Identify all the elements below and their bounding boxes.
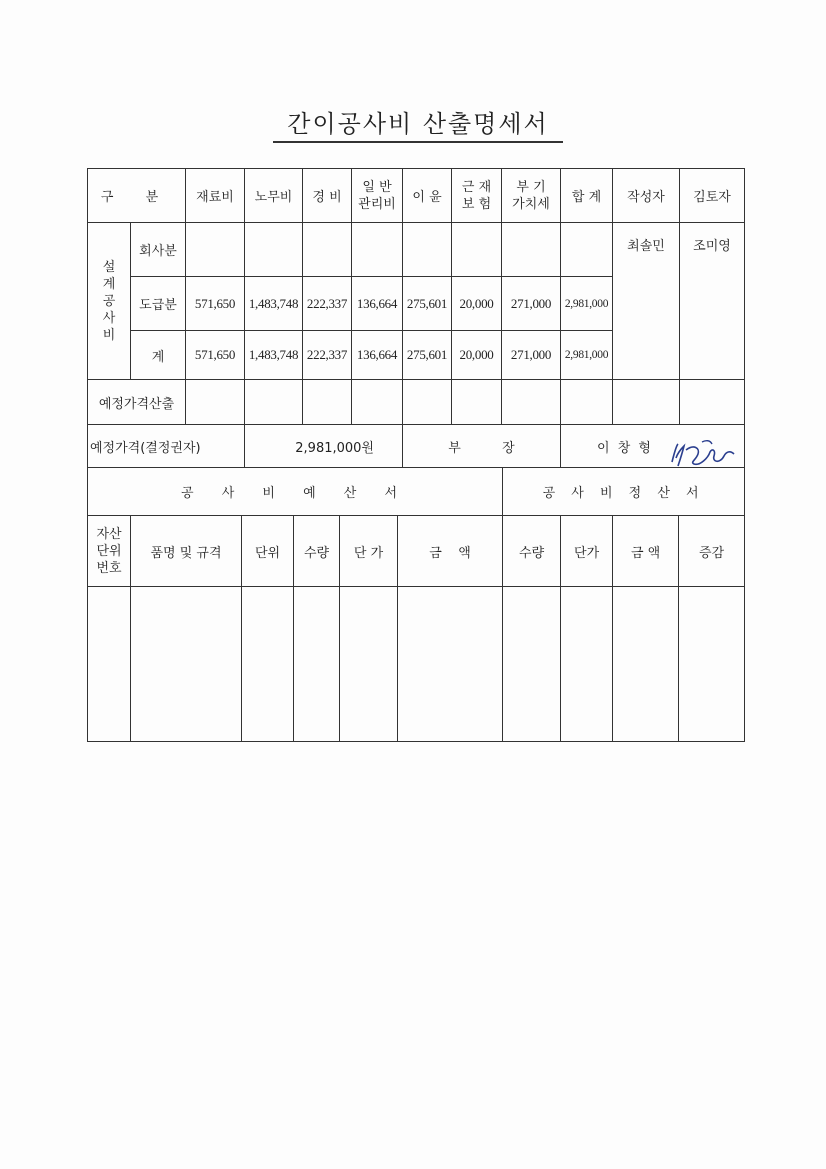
header-labor: 노무비: [245, 169, 303, 223]
cell: [452, 223, 502, 277]
cell: [680, 380, 745, 425]
row-label-contract: 도급분: [131, 277, 186, 331]
quantity-header: 수량: [294, 516, 340, 587]
cell: [352, 380, 403, 425]
empty-cell: [340, 587, 398, 742]
item-spec-header: 품명 및 규격: [131, 516, 242, 587]
empty-cell: [613, 587, 679, 742]
empty-cell: [294, 587, 340, 742]
material-cost: 571,650: [186, 277, 245, 331]
general-admin-cost-sum: 136,664: [352, 331, 403, 380]
cell: [502, 223, 561, 277]
general-admin-cost: 136,664: [352, 277, 403, 331]
empty-cell: [88, 587, 131, 742]
header-writer: 작성자: [613, 169, 680, 223]
header-reviewer: 김토자: [680, 169, 745, 223]
empty-cell: [503, 587, 561, 742]
reviewer-name: 조미영: [680, 223, 745, 380]
header-total: 합 계: [561, 169, 613, 223]
vat-cost: 271,000: [502, 277, 561, 331]
estimated-price-calc-label: 예정가격산출: [88, 380, 186, 425]
profit-cost: 275,601: [403, 277, 452, 331]
cell: [186, 380, 245, 425]
empty-cell: [679, 587, 745, 742]
cell: [352, 223, 403, 277]
header-general-admin: 일 반 관리비: [352, 169, 403, 223]
insurance-cost-sum: 20,000: [452, 331, 502, 380]
cost-summary-table: [87, 168, 745, 468]
material-cost-sum: 571,650: [186, 331, 245, 380]
manager-signature: [664, 436, 738, 470]
cell: [561, 223, 613, 277]
cell: [452, 380, 502, 425]
header-vat: 부 기 가치세: [502, 169, 561, 223]
insurance-cost: 20,000: [452, 277, 502, 331]
settle-amount-header: 금 액: [613, 516, 679, 587]
cell: [613, 380, 680, 425]
expense-cost-sum: 222,337: [303, 331, 352, 380]
header-expense: 경 비: [303, 169, 352, 223]
manager-title: 부 장: [403, 425, 561, 468]
asset-no-header: 자산 단위 번호: [88, 516, 131, 587]
empty-cell: [131, 587, 242, 742]
labor-cost-sum: 1,483,748: [245, 331, 303, 380]
cell: [245, 380, 303, 425]
total-cost: 2,981,000: [561, 277, 613, 331]
manager-name: 이 창 형: [561, 425, 745, 468]
vat-cost-sum: 271,000: [502, 331, 561, 380]
writer-name: 최솔민: [613, 223, 680, 380]
cell: [403, 223, 452, 277]
total-cost-sum: 2,981,000: [561, 331, 613, 380]
header-profit: 이 윤: [403, 169, 452, 223]
settle-quantity-header: 수량: [503, 516, 561, 587]
cell: [561, 380, 613, 425]
settlement-section-title: 공 사 비 정 산 서: [503, 468, 745, 516]
row-label-sum: 계: [131, 331, 186, 380]
cell: [303, 223, 352, 277]
row-label-company: 회사분: [131, 223, 186, 277]
change-header: 증감: [679, 516, 745, 587]
settle-unit-price-header: 단가: [561, 516, 613, 587]
header-material: 재료비: [186, 169, 245, 223]
labor-cost: 1,483,748: [245, 277, 303, 331]
unit-header: 단위: [242, 516, 294, 587]
budget-section-title: 공 사 비 예 산 서: [88, 468, 503, 516]
header-category: 구 분: [88, 169, 186, 223]
expense-cost: 222,337: [303, 277, 352, 331]
budget-settlement-table: [87, 467, 745, 742]
amount-header: 금 액: [398, 516, 503, 587]
profit-cost-sum: 275,601: [403, 331, 452, 380]
header-insurance: 근 재 보 험: [452, 169, 502, 223]
estimated-price-value: 2,981,000원: [245, 425, 403, 468]
cell: [303, 380, 352, 425]
estimated-price-label: 예정가격(결정권자): [88, 425, 245, 468]
unit-price-header: 단 가: [340, 516, 398, 587]
cell: [502, 380, 561, 425]
empty-cell: [398, 587, 503, 742]
design-cost-label: 설 계 공 사 비: [88, 223, 131, 380]
empty-cell: [561, 587, 613, 742]
empty-cell: [242, 587, 294, 742]
cell: [403, 380, 452, 425]
document-title: 간이공사비 산출명세서: [273, 104, 563, 143]
cell: [186, 223, 245, 277]
cell: [245, 223, 303, 277]
